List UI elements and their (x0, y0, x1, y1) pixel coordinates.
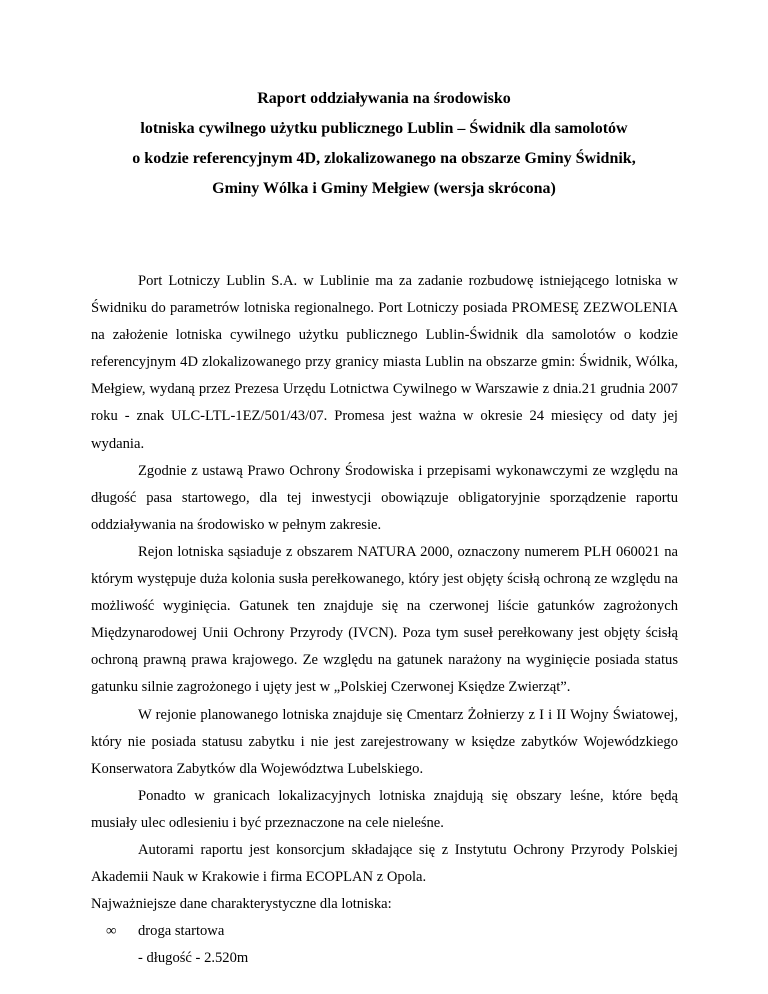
paragraph-port-lotniczy: Port Lotniczy Lublin S.A. w Lublinie ma za zadanie rozbudowę istniejącego lotniska w Świdniku do parametrów lotniska regionalnego. Port Lotniczy posiada PROMESĘ ZEZWOLENIA na założenie lotniska cywilnego użytku publicznego Lublin-Świdnik dla samolotów o kodzie referencyjnym 4D zlokalizowanego przy granicy miasta Lublin na obszarze gmin: Świdnik, Wólka, Mełgiew, wydaną przez Prezesa Urzędu Lotnictwa Cywilnego w Warszawie z dnia.21 grudnia 2007 roku - znak ULC-LTL-1EZ/501/43/07. Promesa jest ważna w okresie 24 miesięcy od daty jej wydania. (91, 273, 678, 452)
title-line-3: o kodzie referencyjnym 4D, zlokalizowanego na obszarze Gminy Świdnik, (132, 150, 636, 167)
paragraph-ustawa: Zgodnie z ustawą Prawo Ochrony Środowiska i przepisami wykonawczymi ze względu na długość pasa startowego, dla tej inwestycji obowiązuje obligatoryjnie sporządzenie raportu oddziaływania na środowisko w pełnym zakresie. (91, 462, 678, 533)
title-line-4: Gminy Wólka i Gminy Mełgiew (wersja skrócona) (212, 180, 556, 197)
document-title (80, 84, 688, 204)
paragraph-natura-2000: Rejon lotniska sąsiaduje z obszarem NATURA 2000, oznaczony numerem PLH 060021 na którym występuje duża kolonia susła perełkowanego, który jest objęty ścisłą ochroną ze względu na możliwość wyginięcia. Gatunek ten znajduje się na czerwonej liście gatunków zagrożonych Międzynarodowej Unii Ochrony Przyrody (IVCN). Poza tym suseł perełkowany jest objęty ścisłą ochroną prawną prawa krajowego. Ze względu na gatunek narażony na wyginięcie posiada status gatunku silnie zagrożonego i ujęty jest w „Polskiej Czerwonej Księdze Zwierząt”. (91, 543, 678, 696)
list-item (91, 918, 678, 945)
title-line-1: Raport oddziaływania na środowisko (257, 90, 511, 107)
paragraph-obszary-lesne: Ponadto w granicach lokalizacyjnych lotniska znajdują się obszary leśne, które będą musiały ulec odlesieniu i być przeznaczone na cele nieleśne. (91, 787, 678, 831)
list-item-label: droga startowa (138, 923, 225, 940)
infinity-bullet-icon: ∞ (106, 923, 117, 940)
paragraph-autorzy: Autorami raportu jest konsorcjum składające się z Instytutu Ochrony Przyrody Polskiej Akademii Nauk w Krakowie i firma ECOPLAN z Opola. (91, 841, 678, 886)
document-body (91, 268, 678, 972)
characteristics-list (91, 918, 678, 972)
paragraph-dane-charakterystyczne: Najważniejsze dane charakterystyczne dla lotniska: (91, 896, 392, 913)
paragraph-cmentarz: W rejonie planowanego lotniska znajduje się Cmentarz Żołnierzy z I i II Wojny Światowej, który nie posiada statusu zabytku i nie jest zarejestrowany w księdze zabytków Wojewódzkiego Konserwatora Zabytków dla Województwa Lubelskiego. (91, 706, 678, 777)
title-line-2: lotniska cywilnego użytku publicznego Lublin – Świdnik dla samolotów (140, 120, 628, 137)
list-sub-item: - długość - 2.520m (138, 950, 249, 967)
